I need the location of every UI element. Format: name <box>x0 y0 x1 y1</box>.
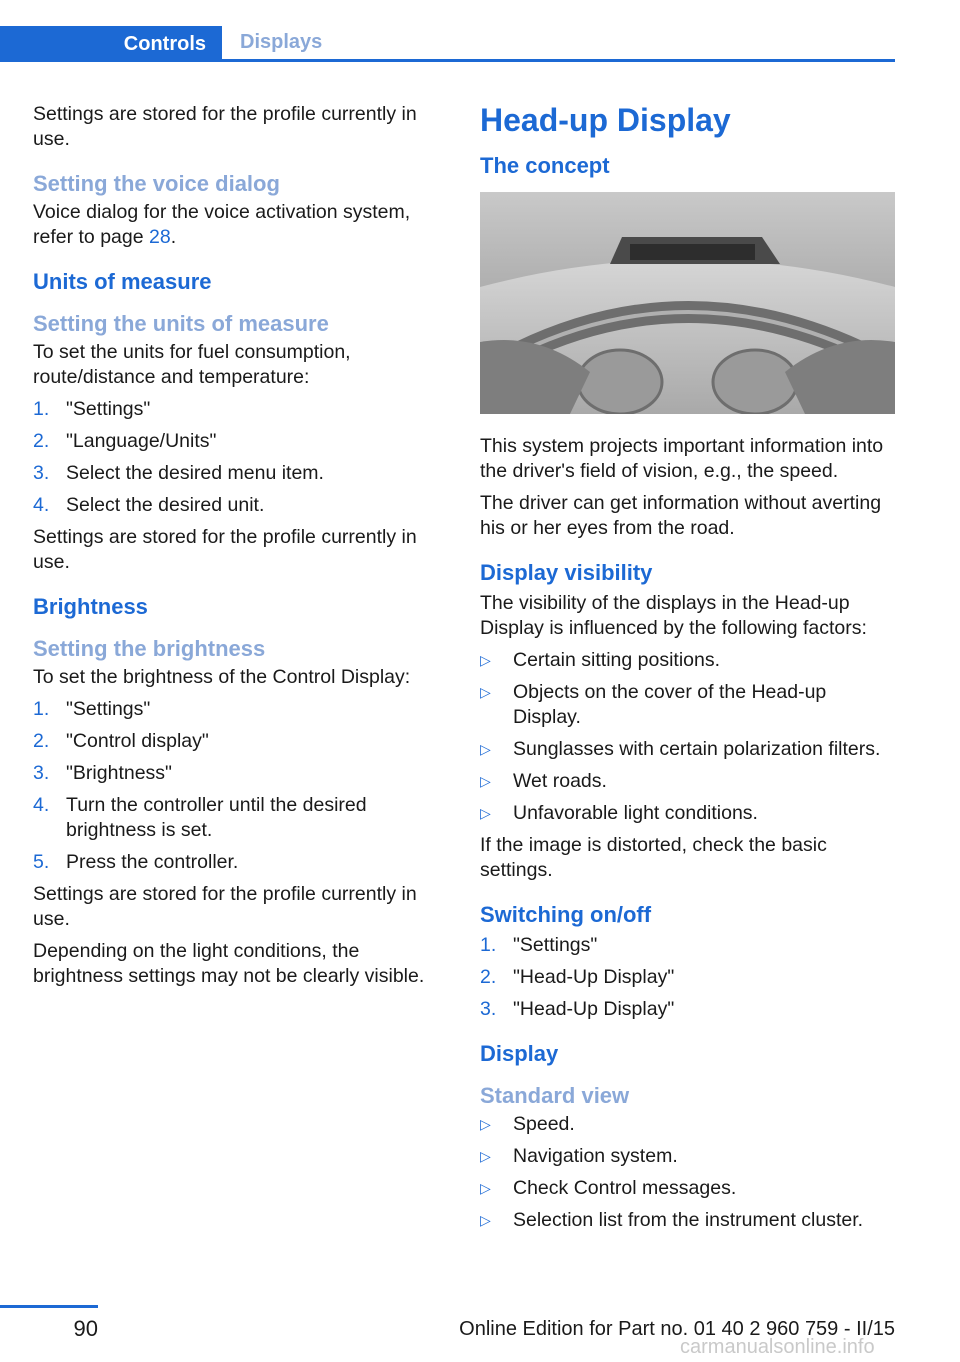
triangle-right-icon: ▷ <box>480 652 491 668</box>
visibility-list <box>480 648 895 826</box>
voice-dialog-text: Voice dialog for the voice activation system, refer to page <box>33 201 411 248</box>
list-item <box>33 761 433 786</box>
list-item <box>480 933 895 958</box>
list-item <box>33 793 433 843</box>
brightness-steps-list <box>33 697 433 875</box>
voice-dialog-paragraph <box>33 200 433 250</box>
item-text: Speed. <box>513 1113 575 1135</box>
list-item <box>33 697 433 722</box>
list-item <box>480 648 895 673</box>
list-item <box>480 1112 895 1137</box>
list-item <box>480 769 895 794</box>
item-text: Wet roads. <box>513 770 607 792</box>
step-text: "Head-Up Display" <box>513 998 675 1020</box>
list-item <box>480 1176 895 1201</box>
step-text: "Settings" <box>513 934 598 956</box>
list-item <box>480 997 895 1022</box>
item-text: Unfavorable light conditions. <box>513 802 758 824</box>
item-text: Certain sitting positions. <box>513 649 721 671</box>
triangle-right-icon: ▷ <box>480 773 491 789</box>
brightness-heading: Brightness <box>33 594 148 619</box>
step-number: 1. <box>33 398 50 420</box>
step-text: "Brightness" <box>66 762 172 784</box>
hud-title: Head-up Display <box>480 102 731 138</box>
page-number: 90 <box>73 1316 98 1341</box>
switching-steps-list <box>480 933 895 1022</box>
step-number: 2. <box>33 730 50 752</box>
list-item <box>33 729 433 754</box>
intro-paragraph: Settings are stored for the profile currently in use. <box>33 103 417 150</box>
triangle-right-icon: ▷ <box>480 1180 491 1196</box>
step-number: 3. <box>480 998 497 1020</box>
list-item <box>480 1144 895 1169</box>
step-number: 5. <box>33 851 50 873</box>
step-number: 1. <box>480 934 497 956</box>
tab-controls[interactable]: Controls <box>0 26 222 62</box>
list-item <box>480 737 895 762</box>
step-number: 3. <box>33 762 50 784</box>
watermark: carmanualsonline.info <box>680 1336 875 1358</box>
list-item <box>480 680 895 730</box>
visibility-heading: Display visibility <box>480 560 653 585</box>
step-text: Turn the controller until the desired brightness is set. <box>66 794 367 841</box>
concept-heading: The concept <box>480 153 610 178</box>
triangle-right-icon: ▷ <box>480 1116 491 1132</box>
step-number: 1. <box>33 698 50 720</box>
step-number: 4. <box>33 494 50 516</box>
step-number: 3. <box>33 462 50 484</box>
units-setting-heading: Setting the units of measure <box>33 311 329 336</box>
item-text: Objects on the cover of the Head-up Display. <box>513 681 827 728</box>
header-rule <box>0 59 895 62</box>
item-text: Navigation system. <box>513 1145 678 1167</box>
brightness-note-paragraph: Depending on the light conditions, the brightness settings may not be clearly visible. <box>33 940 425 987</box>
item-text: Sunglasses with certain polarization filters. <box>513 738 881 760</box>
step-text: "Settings" <box>66 398 151 420</box>
step-text: "Language/Units" <box>66 430 217 452</box>
section-tabs <box>0 26 895 62</box>
list-item <box>480 1208 895 1233</box>
step-text: Select the desired menu item. <box>66 462 324 484</box>
voice-dialog-period: . <box>170 226 177 248</box>
page-link[interactable]: 28 <box>149 226 171 248</box>
voice-dialog-heading: Setting the voice dialog <box>33 171 280 196</box>
step-text: "Settings" <box>66 698 151 720</box>
list-item <box>33 397 433 422</box>
tab-displays[interactable]: Displays <box>240 31 323 53</box>
units-paragraph: To set the units for fuel consumption, route/distance and temperature: <box>33 341 351 388</box>
brightness-setting-heading: Setting the brightness <box>33 636 266 661</box>
list-item <box>33 461 433 486</box>
step-text: Press the controller. <box>66 851 239 873</box>
units-stored-paragraph: Settings are stored for the profile currently in use. <box>33 526 417 573</box>
step-text: Select the desired unit. <box>66 494 265 516</box>
hud-illustration <box>480 192 895 414</box>
concept-paragraph-1: This system projects important information into the driver's field of vision, e.g., the speed. <box>480 435 884 482</box>
units-heading: Units of measure <box>33 269 212 294</box>
distorted-paragraph: If the image is distorted, check the basic settings. <box>480 834 827 881</box>
list-item <box>33 850 433 875</box>
triangle-right-icon: ▷ <box>480 1212 491 1228</box>
list-item <box>480 801 895 826</box>
brightness-stored-paragraph: Settings are stored for the profile currently in use. <box>33 883 417 930</box>
list-item <box>33 429 433 454</box>
right-column <box>480 102 895 1240</box>
visibility-paragraph: The visibility of the displays in the Head-up Display is influenced by the following factors: <box>480 592 867 639</box>
switching-heading: Switching on/off <box>480 902 652 927</box>
list-item <box>33 493 433 518</box>
left-column <box>33 102 433 996</box>
step-number: 2. <box>480 966 497 988</box>
edition-note: Online Edition for Part no. 01 40 2 960 759 - II/15 <box>459 1318 895 1340</box>
brightness-paragraph: To set the brightness of the Control Display: <box>33 666 411 688</box>
triangle-right-icon: ▷ <box>480 1148 491 1164</box>
triangle-right-icon: ▷ <box>480 805 491 821</box>
item-text: Check Control messages. <box>513 1177 737 1199</box>
standard-view-heading: Standard view <box>480 1083 630 1108</box>
triangle-right-icon: ▷ <box>480 684 491 700</box>
display-heading: Display <box>480 1041 559 1066</box>
units-steps-list <box>33 397 433 518</box>
step-number: 4. <box>33 794 50 816</box>
step-number: 2. <box>33 430 50 452</box>
step-text: "Head-Up Display" <box>513 966 675 988</box>
step-text: "Control display" <box>66 730 209 752</box>
concept-paragraph-2: The driver can get information without averting his or her eyes from the road. <box>480 492 882 539</box>
item-text: Selection list from the instrument cluster. <box>513 1209 864 1231</box>
list-item <box>480 965 895 990</box>
footer-rule <box>0 1305 98 1308</box>
triangle-right-icon: ▷ <box>480 741 491 757</box>
standard-view-list <box>480 1112 895 1233</box>
